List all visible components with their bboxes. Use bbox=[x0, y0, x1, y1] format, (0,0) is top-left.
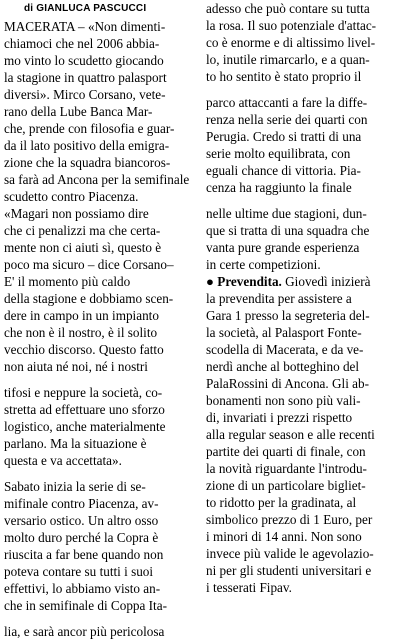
article-line: eguali chance di vittoria. Pia- bbox=[206, 163, 361, 178]
article-line: PalaRossini di Ancona. Gli ab- bbox=[206, 376, 369, 391]
article-line: nerdì anche al botteghino del bbox=[206, 359, 360, 374]
article-line: vanta pure grande esperienza bbox=[206, 240, 360, 255]
article-line: la società, al Palasport Fonte- bbox=[206, 325, 362, 340]
article-line: in certe competizioni. bbox=[206, 257, 321, 272]
article-line: molto duro perché la Copra è bbox=[4, 530, 159, 545]
article-line: bonamenti non sono più vali- bbox=[206, 393, 361, 408]
article-line: mifinale contro Piacenza, av- bbox=[4, 496, 159, 511]
article-line: to ho sentito è stato proprio il bbox=[206, 69, 362, 84]
article-line: partite dei quarti di finale, con bbox=[206, 444, 366, 459]
article-line: effettivi, lo abbiamo visto an- bbox=[4, 581, 161, 596]
article-line: della stagione e dobbiamo scen- bbox=[4, 291, 174, 306]
article-line: MACERATA – «Non dimenti- bbox=[4, 19, 166, 34]
article-line: poco ma sicuro – dice Corsano– bbox=[4, 257, 174, 272]
article-line: parlano. Ma la situazione è bbox=[4, 436, 147, 451]
article-line: che in semifinale di Coppa Ita- bbox=[4, 598, 167, 613]
article-line: to ridotto per la gradinata, al bbox=[206, 495, 357, 510]
article-byline: di GIANLUCA PASCUCCI bbox=[24, 3, 147, 14]
article-line: co è enorme e di altissimo livel- bbox=[206, 35, 376, 50]
article-line: parco attaccanti a fare la diffe- bbox=[206, 95, 368, 110]
article-line: riuscita a far bene quando non bbox=[4, 547, 164, 562]
article-line: logistico, anche materialmente bbox=[4, 419, 166, 434]
article-column-left bbox=[4, 0, 197, 640]
article-column-right bbox=[206, 0, 399, 596]
article-line: invece più valide le agevolazio- bbox=[206, 546, 374, 561]
article-line: Gara 1 presso la segreteria del- bbox=[206, 308, 370, 323]
article-line: mente non ci aiuti sì, questo è bbox=[4, 240, 162, 255]
section-bullet: ● Prevendita. bbox=[206, 274, 282, 289]
column-gap bbox=[4, 469, 197, 478]
article-line: scudetto contro Piacenza. bbox=[4, 189, 139, 204]
article-line: vecchio discorso. Questo fatto bbox=[4, 342, 164, 357]
article-line: lia, e sarà ancor più pericolosa bbox=[4, 624, 165, 639]
column-gap bbox=[206, 196, 399, 205]
article-line: i tesserati Fipav. bbox=[206, 580, 292, 595]
article-line: di, invariati i prezzi rispetto bbox=[206, 410, 353, 425]
article-line: ni per gli studenti universitari e bbox=[206, 563, 372, 578]
article-line: poteva contare su tutti i suoi bbox=[4, 564, 154, 579]
article-line: sa farà ad Ancona per la semifinale bbox=[4, 172, 190, 187]
column-gap bbox=[4, 614, 197, 623]
article-line: zione di un particolare bigliet- bbox=[206, 478, 366, 493]
article-line: cenza ha raggiunto la finale bbox=[206, 180, 352, 195]
article-line: versario ostico. Un altro osso bbox=[4, 513, 159, 528]
article-line: chiamoci che nel 2006 abbia- bbox=[4, 36, 160, 51]
article-line: tifosi e neppure la società, co- bbox=[4, 385, 163, 400]
article-line: serie molto equilibrata, con bbox=[206, 146, 351, 161]
article-line: lo, inutile rimarcarlo, e a quan- bbox=[206, 52, 370, 67]
article-line: che non è il nostro, è il solito bbox=[4, 325, 158, 340]
article-line: che ci penalizzi ma che certa- bbox=[4, 223, 161, 238]
article-line: diversi». Mirco Corsano, vete- bbox=[4, 87, 166, 102]
article-line: simbolico prezzo di 1 Euro, per bbox=[206, 512, 373, 527]
article-line: la stagione in quattro palasport bbox=[4, 70, 167, 85]
article-line: renza nella serie dei quarti con bbox=[206, 112, 368, 127]
article-line: la prevendita per assistere a bbox=[206, 291, 352, 306]
article-line: la rosa. Il suo potenziale d'attac- bbox=[206, 18, 377, 33]
article-line: nelle ultime due stagioni, dun- bbox=[206, 206, 367, 221]
article-line: la novità riguardante l'introdu- bbox=[206, 461, 367, 476]
article-line: mo vinto lo scudetto giocando bbox=[4, 53, 164, 68]
article-line: dere in campo in un impianto bbox=[4, 308, 159, 323]
article-line: E' il momento più caldo bbox=[4, 274, 131, 289]
article-line: da il lato positivo della emigra- bbox=[4, 138, 170, 153]
article-line: alla regular season e alle recenti bbox=[206, 427, 375, 442]
article-line: adesso che può contare su tutta bbox=[206, 1, 370, 16]
article-line: che, prende con filosofia e guar- bbox=[4, 121, 175, 136]
column-gap bbox=[206, 85, 399, 94]
article-line: Perugia. Credo si tratti di una bbox=[206, 129, 362, 144]
article-line: questa e va accettata». bbox=[4, 453, 122, 468]
article-line: i minori di 14 anni. Non sono bbox=[206, 529, 362, 544]
column-gap bbox=[4, 375, 197, 384]
article-line: ● Prevendita. Giovedì inizierà bbox=[206, 274, 371, 289]
article-line: rano della Lube Banca Mar- bbox=[4, 104, 153, 119]
article-line: zione che la squadra biancoros- bbox=[4, 155, 171, 170]
article-line: non aiuta né noi, né i nostri bbox=[4, 359, 148, 374]
article-line: stretta ad effettuare uno sforzo bbox=[4, 402, 165, 417]
article-line: scodella di Macerata, e da ve- bbox=[206, 342, 364, 357]
article-line: «Magari non possiamo dire bbox=[4, 206, 149, 221]
article-line: Sabato inizia la serie di se- bbox=[4, 479, 146, 494]
article-line: que si tratta di una squadra che bbox=[206, 223, 370, 238]
